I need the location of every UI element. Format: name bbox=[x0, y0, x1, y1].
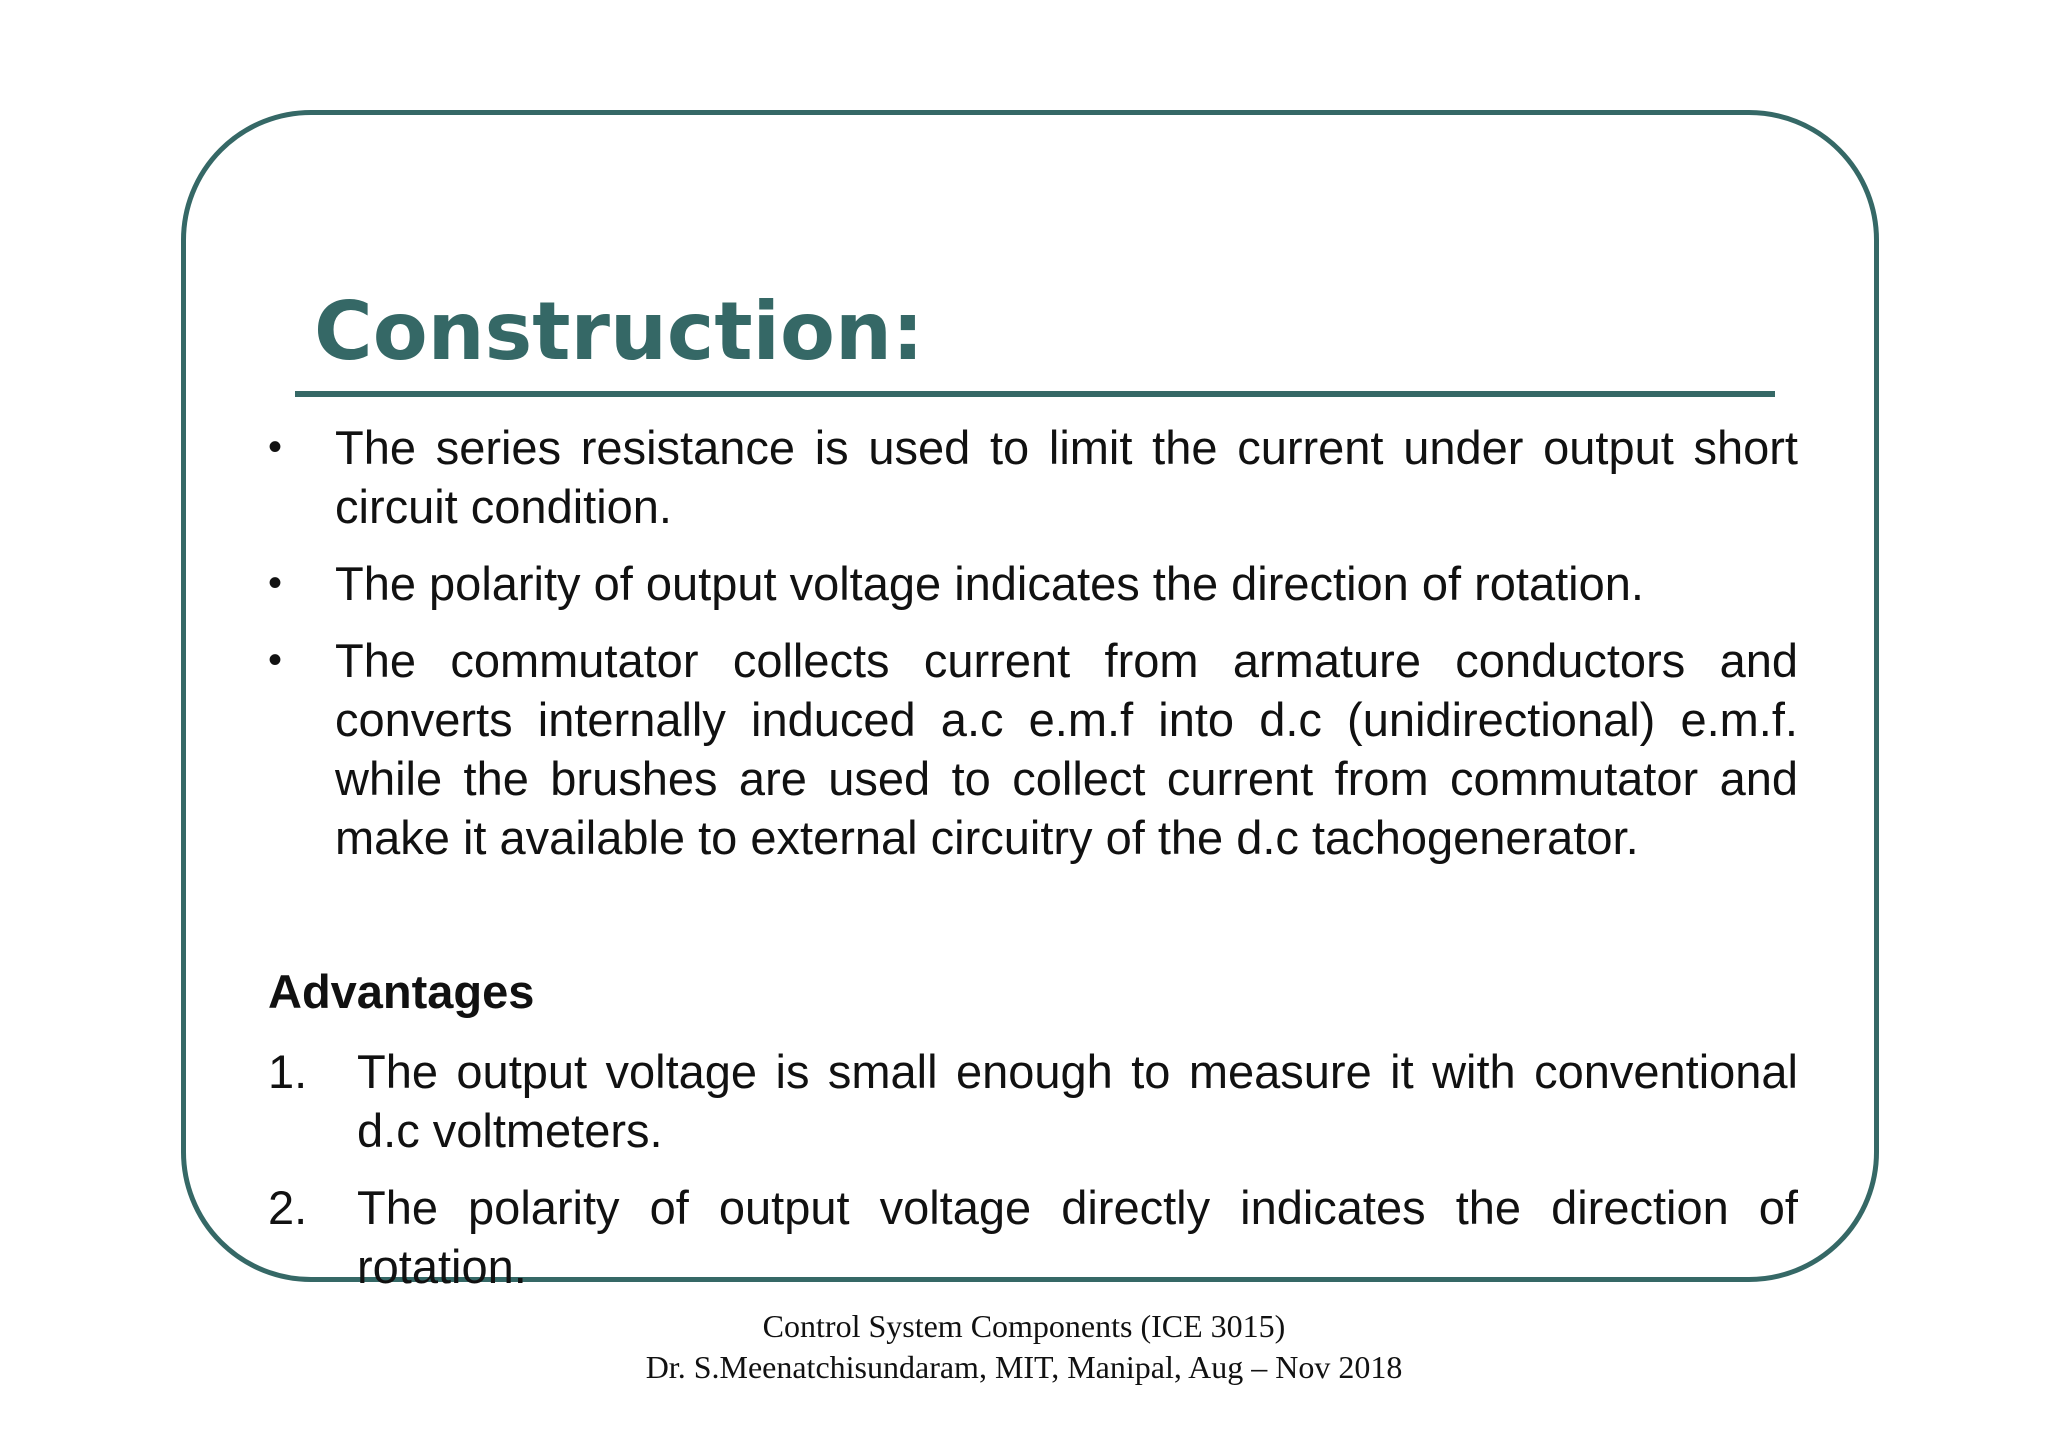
bullet-icon: • bbox=[268, 561, 283, 605]
slide-title: Construction: bbox=[314, 285, 924, 378]
advantage-text: The polarity of output voltage directly indicates the direction of rotation. bbox=[357, 1181, 1798, 1293]
footer-course: Control System Components (ICE 3015) bbox=[762, 1308, 1286, 1344]
construction-bullet-list bbox=[268, 418, 1798, 885]
advantage-item bbox=[268, 1042, 1798, 1160]
advantage-number: 1. bbox=[268, 1045, 308, 1098]
title-underline bbox=[295, 391, 1775, 397]
advantages-list bbox=[268, 1042, 1798, 1314]
bullet-item bbox=[268, 418, 1798, 536]
bullet-item bbox=[268, 631, 1798, 867]
advantages-heading: Advantages bbox=[268, 965, 535, 1018]
bullet-text: The commutator collects current from armature conductors and converts internally induced a.c e.m.f into d.c (unidirectional) e.m.f. while the brushes are used to collect current from commutator and make it available to external circuitry of the d.c tachogenerator. bbox=[335, 634, 1798, 864]
advantage-text: The output voltage is small enough to measure it with conventional d.c voltmeters. bbox=[357, 1045, 1798, 1157]
advantage-number: 2. bbox=[268, 1181, 308, 1234]
bullet-text: The series resistance is used to limit the current under output short circuit condition. bbox=[335, 421, 1798, 533]
bullet-item bbox=[268, 554, 1798, 613]
bullet-icon: • bbox=[268, 638, 283, 682]
footer-author: Dr. S.Meenatchisundaram, MIT, Manipal, Aug – Nov 2018 bbox=[645, 1349, 1403, 1385]
bullet-icon: • bbox=[268, 425, 283, 469]
advantage-item bbox=[268, 1178, 1798, 1296]
bullet-text: The polarity of output voltage indicates the direction of rotation. bbox=[335, 557, 1644, 610]
